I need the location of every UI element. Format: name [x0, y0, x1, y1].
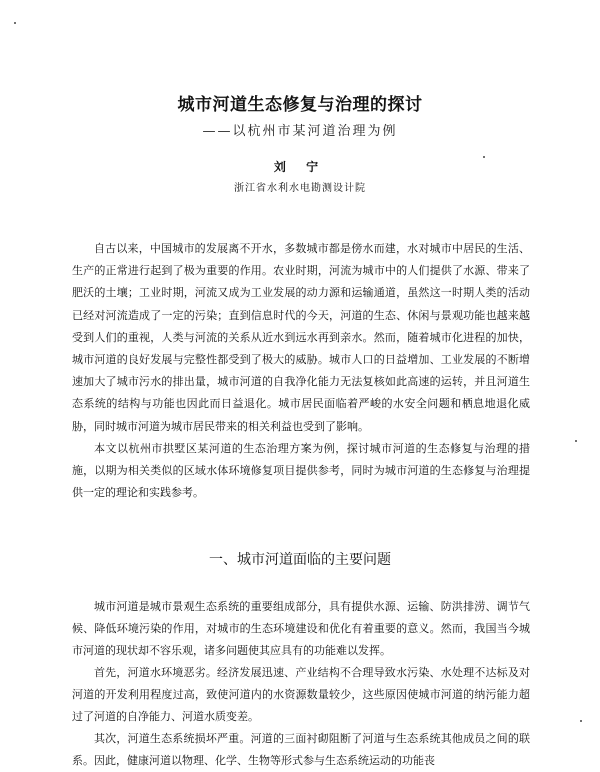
- paper-title: 城市河道生态修复与治理的探讨: [177, 95, 423, 115]
- section-body: [72, 596, 530, 772]
- scan-speck: [483, 156, 485, 158]
- author-affiliation: 浙江省水利水电勘测设计院: [234, 183, 366, 194]
- paragraph: 自古以来，中国城市的发展离不开水，多数城市都是傍水而建，水对城市中居民的生活、生产的正常进行起到了极为重要的作用。农业时期，河流为城市中的人们提供了水源、带来了肥沃的土壤；工业时期，河流又成为工业发展的动力源和运输通道，虽然这一时期人类的活动已经对河流造成了一定的污染；直到信息时代的今天，河道的生态、休闲与景观功能也越来越受到人们的重视，人类与河流的关系从近水到远水再到亲水。然而，随着城市化进程的加快，城市河道的良好发展与完整性都受到了极大的威胁。城市人口的日益增加、工业发展的不断增速加大了城市污水的排出量，城市河道的自我净化能力无法复核如此高速的运转，并且河道生态系统的结构与功能也因此而日益退化。城市居民面临着严峻的水安全问题和栖息地退化威胁，同时城市河道为城市居民带来的相关利益也受到了影响。: [72, 242, 530, 433]
- paragraph: 本文以杭州市拱墅区某河道的生态治理方案为例，探讨城市河道的生态修复与治理的措施，以期为相关类似的区域水体环境修复项目提供参考，同时为城市河道的生态修复与治理提供一定的理论和实践参考。: [72, 441, 530, 500]
- scan-speck: [580, 720, 582, 722]
- paragraph: 其次，河道生态系统损坏严重。河道的三面衬砌阻断了河道与生态系统其他成员之间的联系。因此，健康河道以物理、化学、生物等形式参与生态系统运动的功能丧: [72, 732, 530, 767]
- author-name: 刘 宁: [273, 160, 327, 174]
- paragraph: 城市河道是城市景观生态系统的重要组成部分，具有提供水源、运输、防洪排涝、调节气候、降低环境污染的作用，对城市的生态环境建设和优化有着重要的意义。然而，我国当今城市河道的现状却不容乐观，诸多问题使其应具有的功能难以发挥。: [72, 600, 530, 657]
- scan-speck: [575, 440, 577, 442]
- paper-subtitle: ——以杭州市某河道治理为例: [202, 124, 398, 139]
- section-heading: 一、城市河道面临的主要问题: [209, 552, 391, 568]
- intro-section: [72, 238, 530, 504]
- paragraph: 首先，河道水环境恶劣。经济发展迅速、产业结构不合理导致水污染、水处理不达标及对河道的开发利用程度过高，致使河道内的水资源数量较少，这些原因使城市河道的纳污能力超过了河道的自净能力、河道水质变差。: [72, 666, 530, 723]
- scan-speck: [14, 22, 16, 24]
